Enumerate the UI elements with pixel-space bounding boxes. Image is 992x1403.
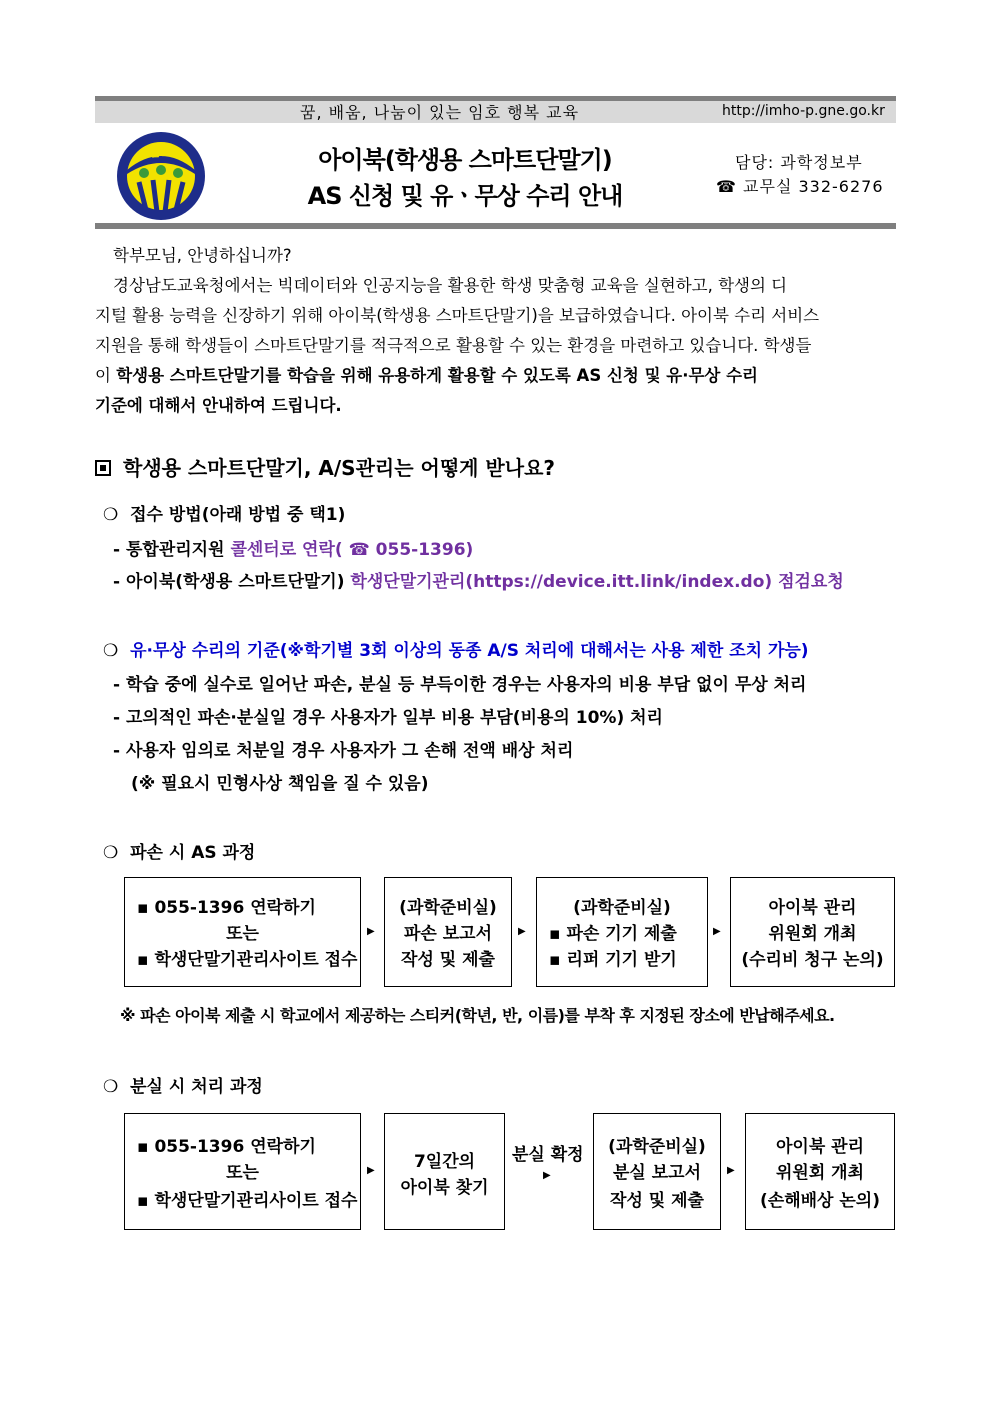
arrow-right-icon: ▶	[367, 1165, 375, 1176]
reception-item-site: - 아이북(학생용 스마트단말기) 학생단말기관리(https://device.itt.link/index.do) 점검요청	[113, 572, 844, 592]
reception-item-callcenter: - 통합관리지원 콜센터로 연락( ☎ 055-1396)	[113, 540, 474, 560]
damage-process-heading: ❍ 파손 시 AS 과정	[103, 843, 256, 863]
damage-step-report: (과학준비실) 파손 보고서 작성 및 제출	[384, 877, 512, 987]
loss-step-report: (과학준비실) 분실 보고서 작성 및 제출	[593, 1113, 721, 1230]
reception-heading: ❍ 접수 방법(아래 방법 중 택1)	[103, 505, 346, 525]
loss-step-search: 7일간의 아이북 찾기	[384, 1113, 505, 1230]
criteria-item-free: - 학습 중에 실수로 일어난 파손, 분실 등 부득이한 경우는 사용자의 비용 부담 없이 무상 처리	[113, 675, 807, 695]
header-divider	[95, 223, 896, 229]
intro-line-1: 경상남도교육청에서는 빅데이터와 인공지능을 활용한 학생 맞춤형 교육을 실현하고, 학생의 디	[113, 276, 788, 295]
square-bullet-icon	[95, 460, 111, 476]
department: 담당: 과학정보부	[735, 153, 863, 172]
page-title-line2: AS 신청 및 유ㆍ무상 수리 안내	[307, 182, 623, 210]
loss-confirm-label: 분실 확정	[512, 1145, 584, 1165]
damage-step-committee: 아이북 관리 위원회 개최 (수리비 청구 논의)	[730, 877, 895, 987]
arrow-right-icon: ▶	[518, 926, 526, 937]
page-title-line1: 아이북(학생용 스마트단말기)	[318, 146, 612, 174]
criteria-item-partial: - 고의적인 파손·분실일 경우 사용자가 일부 비용 부담(비용의 10%) 처리	[113, 708, 663, 728]
damage-note: ※ 파손 아이북 제출 시 학교에서 제공하는 스티커(학년, 반, 이름)를 부착 후 지정된 장소에 반납해주세요.	[120, 1006, 835, 1025]
arrow-right-icon: ▶	[713, 926, 721, 937]
phone-icon: ☎	[716, 177, 737, 196]
intro-line-5: 기준에 대해서 안내하여 드립니다.	[95, 396, 342, 415]
intro-line-4: 이 학생용 스마트단말기를 학습을 위해 유용하게 활용할 수 있도록 AS 신청 및 유·무상 수리	[95, 366, 758, 385]
loss-step-contact: ▪ 055-1396 연락하기 또는 ▪ 학생단말기관리사이트 접수	[124, 1113, 361, 1230]
contact-phone	[716, 174, 884, 197]
loss-process-heading: ❍ 분실 시 처리 과정	[103, 1077, 263, 1097]
circle-bullet-icon: ❍	[103, 641, 119, 661]
greeting: 학부모님, 안녕하십니까?	[113, 246, 292, 265]
damage-step-submit: (과학준비실) ▪ 파손 기기 제출 ▪ 리퍼 기기 받기	[536, 877, 708, 987]
arrow-right-icon: ▶	[543, 1170, 551, 1181]
school-logo	[113, 130, 209, 222]
criteria-heading: ❍ 유·무상 수리의 기준(※학기별 3회 이상의 동종 A/S 처리에 대해서는 사용 제한 조치 가능)	[103, 641, 809, 661]
section-title: 학생용 스마트단말기, A/S관리는 어떻게 받나요?	[95, 452, 555, 481]
criteria-note: (※ 필요시 민형사상 책임을 질 수 있음)	[131, 774, 429, 794]
school-url[interactable]: http://imho-p.gne.go.kr	[722, 103, 885, 119]
phone-number: 교무실 332-6276	[743, 177, 884, 196]
arrow-right-icon: ▶	[727, 1165, 735, 1176]
logo-text: 임호	[147, 144, 175, 160]
circle-bullet-icon: ❍	[103, 1077, 119, 1097]
circle-bullet-icon: ❍	[103, 843, 119, 863]
circle-bullet-icon: ❍	[103, 505, 119, 525]
arrow-right-icon: ▶	[367, 926, 375, 937]
damage-step-contact: ▪ 055-1396 연락하기 또는 ▪ 학생단말기관리사이트 접수	[124, 877, 361, 987]
intro-line-3: 지원을 통해 학생들이 스마트단말기를 적극적으로 활용할 수 있는 환경을 마련하고 있습니다. 학생들	[95, 336, 812, 355]
loss-step-committee: 아이북 관리 위원회 개최 (손해배상 논의)	[745, 1113, 895, 1230]
intro-emphasis: 학생용 스마트단말기를 학습을 위해 유용하게 활용할 수 있도록 AS 신청 및 유·무상 수리	[116, 366, 758, 385]
intro-line-2: 지털 활용 능력을 신장하기 위해 아이북(학생용 스마트단말기)을 보급하였습니다. 아이북 수리 서비스	[95, 306, 820, 325]
device-site-link[interactable]: 학생단말기관리(https://device.itt.link/index.do) 점검요청	[350, 572, 844, 592]
school-slogan: 꿈, 배움, 나눔이 있는 임호 행복 교육	[300, 103, 580, 122]
criteria-item-full: - 사용자 임의로 처분일 경우 사용자가 그 손해 전액 배상 처리	[113, 741, 574, 761]
